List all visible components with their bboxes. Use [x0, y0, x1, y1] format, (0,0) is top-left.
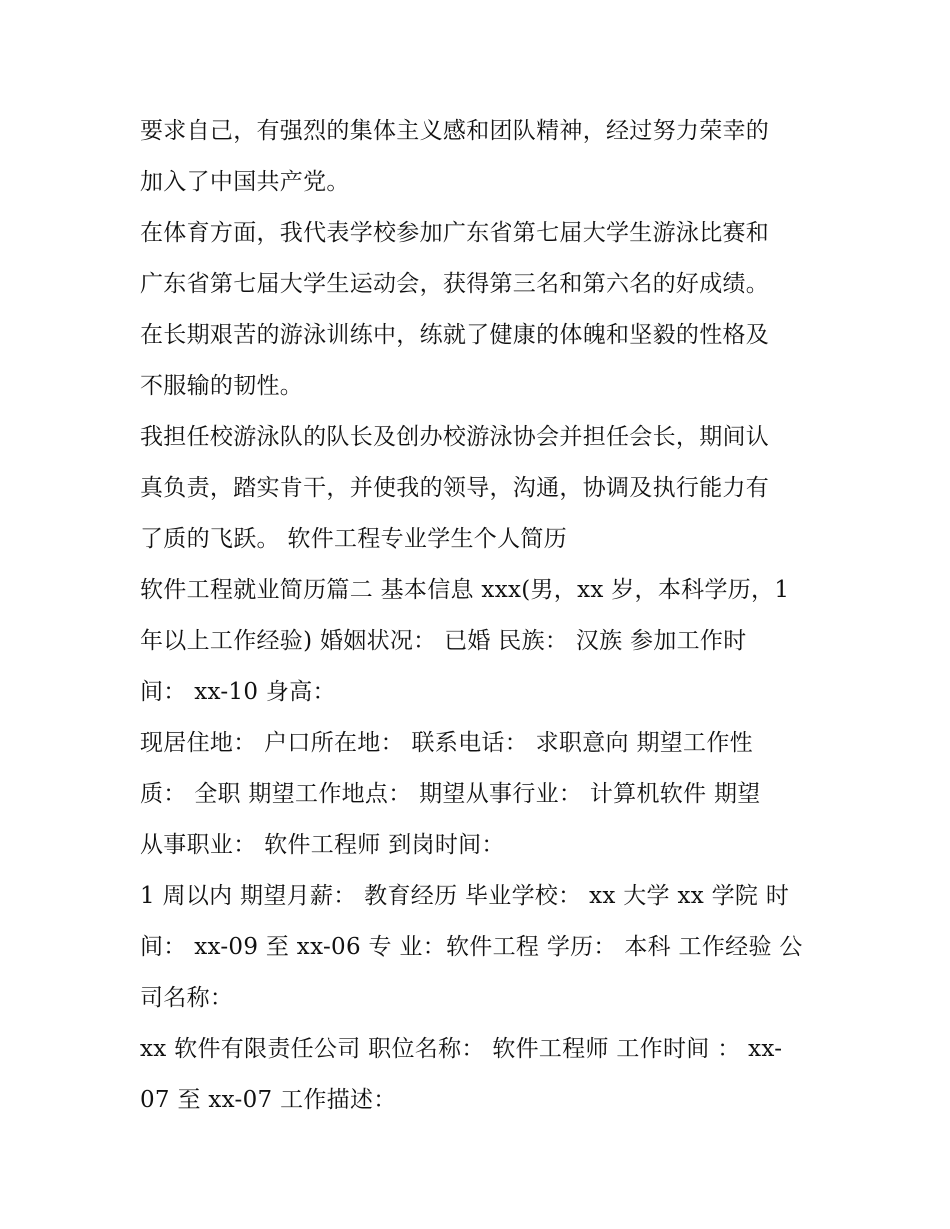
text-line: 加入了中国共产党。 — [140, 169, 350, 195]
text-line: 要求自己，有强烈的集体主义感和团队精神，经过努力荣幸的 — [140, 118, 770, 144]
text-line: 间： xx-09 至 xx-06 专 业：软件工程 学历： 本科 工作经验 公 — [140, 934, 803, 960]
text-line: 我担任校游泳队的队长及创办校游泳协会并担任会长，期间认 — [140, 424, 770, 450]
text-line: 在长期艰苦的游泳训练中，练就了健康的体魄和坚毅的性格及 — [140, 322, 770, 348]
text-line: 现居住地： 户口所在地： 联系电话： 求职意向 期望工作性 — [140, 730, 753, 756]
text-line: 真负责，踏实肯干，并使我的领导，沟通，协调及执行能力有 — [140, 475, 770, 501]
text-line: 了质的飞跃。 软件工程专业学生个人简历 — [140, 526, 568, 552]
text-line: 不服输的韧性。 — [140, 373, 304, 399]
text-line: 司名称： — [140, 985, 234, 1011]
text-line: 从事职业： 软件工程师 到岗时间： — [140, 832, 505, 858]
text-line: 1 周以内 期望月薪： 教育经历 毕业学校： xx 大学 xx 学院 时 — [140, 883, 790, 909]
text-line: xx 软件有限责任公司 职位名称： 软件工程师 工作时间 ： xx- — [140, 1036, 783, 1062]
text-line: 软件工程就业简历篇二 基本信息 xxx(男，xx 岁，本科学历，1 — [140, 577, 790, 603]
document-body — [140, 106, 820, 1126]
text-line: 广东省第七届大学生运动会，获得第三名和第六名的好成绩。 — [140, 271, 770, 297]
text-line: 质： 全职 期望工作地点： 期望从事行业： 计算机软件 期望 — [140, 781, 761, 807]
text-line: 间： xx-10 身高： — [140, 679, 336, 705]
text-line: 07 至 xx-07 工作描述： — [140, 1087, 397, 1113]
text-line: 在体育方面，我代表学校参加广东省第七届大学生游泳比赛和 — [140, 220, 770, 246]
text-line: 年以上工作经验) 婚姻状况： 已婚 民族： 汉族 参加工作时 — [140, 628, 747, 654]
